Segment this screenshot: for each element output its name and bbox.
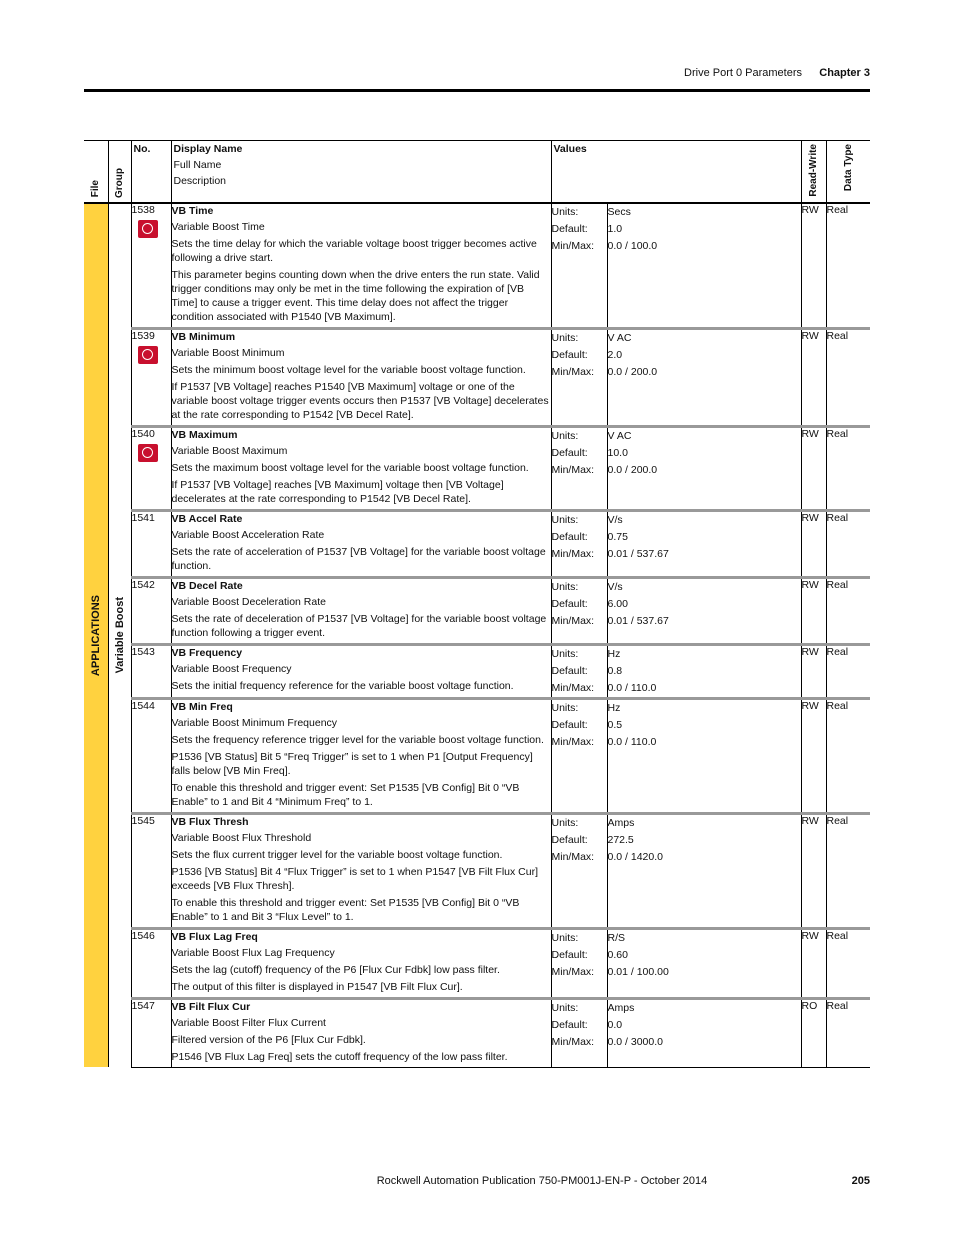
- param-name-cell: [171, 203, 551, 329]
- param-description: P1536 [VB Status] Bit 4 “Flux Trigger” is set to 1 when P1547 [VB Filt Flux Cur] exceeds [VB Flux Thresh].: [171, 865, 538, 892]
- column-header-no: No.: [131, 141, 171, 203]
- default-value: 6.00: [607, 597, 628, 610]
- page-header: [84, 67, 870, 83]
- file-band: [84, 203, 108, 1068]
- parameter-row: [84, 698, 870, 813]
- file-label: APPLICATIONS: [89, 594, 102, 676]
- data-type-cell: [826, 328, 870, 426]
- data-type-cell: [826, 644, 870, 698]
- value-cell: [607, 813, 801, 928]
- default-value: 0.75: [607, 530, 628, 543]
- param-display-name: VB Time: [171, 204, 214, 217]
- param-name-cell: [171, 928, 551, 998]
- param-number-cell: [131, 644, 171, 698]
- minmax-value: 0.0 / 200.0: [607, 365, 658, 378]
- minmax-value: 0.0 / 1420.0: [607, 850, 663, 863]
- column-header-full-name: Full Name: [173, 159, 222, 171]
- page-footer: [84, 1175, 870, 1191]
- value-labels-cell: [551, 577, 607, 644]
- units-value: V AC: [607, 429, 632, 442]
- param-number: 1547: [131, 999, 155, 1012]
- units-label: Units:: [551, 816, 579, 829]
- default-value: 272.5: [607, 833, 634, 846]
- read-write-value: RW: [801, 203, 819, 216]
- data-type-value: Real: [826, 699, 849, 712]
- param-description: Sets the time delay for which the variable voltage boost trigger becomes active following a drive start.: [171, 237, 537, 264]
- param-name-cell: [171, 328, 551, 426]
- units-value: Hz: [607, 647, 621, 660]
- param-display-name: VB Decel Rate: [171, 579, 243, 592]
- value-labels-cell: [551, 328, 607, 426]
- units-value: Amps: [607, 816, 635, 829]
- default-value: 1.0: [607, 222, 623, 235]
- param-number-cell: [131, 928, 171, 998]
- minmax-label: Min/Max:: [551, 735, 595, 748]
- default-label: Default:: [551, 597, 588, 610]
- column-header-description: Description: [173, 175, 227, 187]
- param-full-name: Variable Boost Filter Flux Current: [171, 1016, 326, 1029]
- minmax-value: 0.01 / 537.67: [607, 614, 669, 627]
- table-header-row: [84, 141, 870, 203]
- column-header-read-write: Read-Write: [801, 141, 826, 203]
- param-display-name: VB Min Freq: [171, 700, 233, 713]
- minmax-value: 0.0 / 110.0: [607, 681, 657, 694]
- param-display-name: VB Minimum: [171, 330, 236, 343]
- parameter-row: [84, 510, 870, 577]
- data-type-cell: [826, 698, 870, 813]
- param-number: 1541: [131, 511, 155, 524]
- read-write-cell: [801, 203, 826, 329]
- default-label: Default:: [551, 530, 588, 543]
- param-display-name: VB Accel Rate: [171, 512, 243, 525]
- read-write-value: RW: [801, 645, 819, 658]
- footer-publication: Rockwell Automation Publication 750-PM001J-EN-P - October 2014: [376, 1175, 708, 1187]
- minmax-label: Min/Max:: [551, 1035, 595, 1048]
- minmax-label: Min/Max:: [551, 614, 595, 627]
- parameter-row: [84, 928, 870, 998]
- parameter-row: [84, 577, 870, 644]
- param-description: Filtered version of the P6 [Flux Cur Fdbk].: [171, 1033, 366, 1046]
- data-type-value: Real: [826, 645, 849, 658]
- group-band: [108, 203, 131, 1068]
- parameter-row: [84, 426, 870, 510]
- data-type-cell: [826, 426, 870, 510]
- value-cell: [607, 644, 801, 698]
- param-display-name: VB Maximum: [171, 428, 238, 441]
- param-description: To enable this threshold and trigger event: Set P1535 [VB Config] Bit 0 “VB Enable” to 1 and Bit 4 “Minimum Freq” to 1.: [171, 781, 520, 808]
- param-full-name: Variable Boost Acceleration Rate: [171, 528, 325, 541]
- param-full-name: Variable Boost Flux Threshold: [171, 831, 312, 844]
- parameter-table: [84, 140, 870, 1068]
- param-full-name: Variable Boost Flux Lag Frequency: [171, 946, 335, 959]
- value-labels-cell: [551, 998, 607, 1067]
- value-labels-cell: [551, 510, 607, 577]
- read-write-cell: [801, 510, 826, 577]
- group-label: Variable Boost: [113, 597, 126, 674]
- param-full-name: Variable Boost Minimum Frequency: [171, 716, 338, 729]
- read-write-cell: [801, 998, 826, 1067]
- param-name-cell: [171, 510, 551, 577]
- data-type-cell: [826, 510, 870, 577]
- param-description: Sets the maximum boost voltage level for the variable boost voltage function.: [171, 461, 529, 474]
- value-labels-cell: [551, 698, 607, 813]
- value-cell: [607, 577, 801, 644]
- default-label: Default:: [551, 348, 588, 361]
- param-full-name: Variable Boost Maximum: [171, 444, 288, 457]
- default-label: Default:: [551, 1018, 588, 1031]
- param-display-name: VB Flux Thresh: [171, 815, 249, 828]
- data-type-value: Real: [826, 929, 849, 942]
- value-cell: [607, 998, 801, 1067]
- param-description: This parameter begins counting down when the drive enters the run state. Valid trigger conditions may only be met in the time following the expiration of [VB Time] to cause a trigger event. This time delay does not affect the trigger condition associated with P1540 [VB Maximum].: [171, 268, 540, 323]
- default-label: Default:: [551, 948, 588, 961]
- column-header-values: Values: [551, 141, 801, 203]
- read-write-value: RW: [801, 814, 819, 827]
- data-type-cell: [826, 928, 870, 998]
- units-value: V AC: [607, 331, 632, 344]
- column-header-data-type: Data Type: [826, 141, 870, 203]
- default-label: Default:: [551, 664, 588, 677]
- units-label: Units:: [551, 647, 579, 660]
- param-number-cell: [131, 998, 171, 1067]
- minmax-label: Min/Max:: [551, 463, 595, 476]
- column-header-group: Group: [108, 141, 131, 203]
- param-description: Sets the rate of deceleration of P1537 [VB Voltage] for the variable boost voltage function following a trigger event.: [171, 612, 547, 639]
- data-type-cell: [826, 203, 870, 329]
- data-type-value: Real: [826, 578, 849, 591]
- units-value: V/s: [607, 513, 623, 526]
- read-write-value: RW: [801, 329, 819, 342]
- value-labels-cell: [551, 644, 607, 698]
- minmax-value: 0.0 / 110.0: [607, 735, 657, 748]
- param-name-cell: [171, 698, 551, 813]
- units-label: Units:: [551, 429, 579, 442]
- minmax-value: 0.0 / 3000.0: [607, 1035, 663, 1048]
- units-label: Units:: [551, 513, 579, 526]
- param-number: 1538: [131, 203, 155, 216]
- param-name-cell: [171, 426, 551, 510]
- units-value: V/s: [607, 580, 623, 593]
- param-description: Sets the initial frequency reference for the variable boost voltage function.: [171, 679, 514, 692]
- read-write-cell: [801, 644, 826, 698]
- param-number-cell: [131, 577, 171, 644]
- param-display-name: VB Flux Lag Freq: [171, 930, 258, 943]
- column-header-name: [171, 141, 551, 203]
- param-number: 1546: [131, 929, 155, 942]
- param-number: 1545: [131, 814, 155, 827]
- param-number: 1544: [131, 699, 155, 712]
- value-cell: [607, 328, 801, 426]
- param-description: Sets the minimum boost voltage level for the variable boost voltage function.: [171, 363, 526, 376]
- value-cell: [607, 698, 801, 813]
- param-description: Sets the lag (cutoff) frequency of the P6 [Flux Cur Fdbk] low pass filter.: [171, 963, 500, 976]
- default-label: Default:: [551, 446, 588, 459]
- value-labels-cell: [551, 928, 607, 998]
- default-label: Default:: [551, 222, 588, 235]
- read-write-cell: [801, 328, 826, 426]
- units-value: Secs: [607, 205, 631, 218]
- header-rule: [84, 89, 870, 92]
- column-header-file: File: [84, 141, 108, 203]
- header-chapter: Chapter 3: [819, 67, 870, 79]
- param-number: 1543: [131, 645, 155, 658]
- value-cell: [607, 510, 801, 577]
- read-write-cell: [801, 577, 826, 644]
- default-value: 0.0: [607, 1018, 623, 1031]
- data-type-value: Real: [826, 329, 849, 342]
- param-name-cell: [171, 577, 551, 644]
- column-header-display-name: Display Name: [173, 143, 243, 155]
- param-number: 1542: [131, 578, 155, 591]
- param-full-name: Variable Boost Frequency: [171, 662, 292, 675]
- data-type-value: Real: [826, 427, 849, 440]
- units-value: R/S: [607, 931, 626, 944]
- units-label: Units:: [551, 331, 579, 344]
- minmax-label: Min/Max:: [551, 850, 595, 863]
- units-label: Units:: [551, 1001, 579, 1014]
- param-name-cell: [171, 813, 551, 928]
- param-number-cell: [131, 203, 171, 329]
- param-description: P1546 [VB Flux Lag Freq] sets the cutoff frequency of the low pass filter.: [171, 1050, 508, 1063]
- read-write-value: RW: [801, 699, 819, 712]
- value-labels-cell: [551, 813, 607, 928]
- parameter-row: [84, 813, 870, 928]
- param-description: Sets the flux current trigger level for the variable boost voltage function.: [171, 848, 503, 861]
- param-number-cell: [131, 328, 171, 426]
- minmax-label: Min/Max:: [551, 547, 595, 560]
- param-name-cell: [171, 998, 551, 1067]
- units-label: Units:: [551, 205, 579, 218]
- param-number-cell: [131, 426, 171, 510]
- units-value: Amps: [607, 1001, 635, 1014]
- data-type-cell: [826, 998, 870, 1067]
- value-labels-cell: [551, 426, 607, 510]
- param-description: The output of this filter is displayed in P1547 [VB Filt Flux Cur].: [171, 980, 463, 993]
- param-number-cell: [131, 510, 171, 577]
- units-label: Units:: [551, 701, 579, 714]
- header-section-title: Drive Port 0 Parameters: [684, 67, 802, 79]
- read-write-value: RW: [801, 578, 819, 591]
- default-value: 0.8: [607, 664, 623, 677]
- default-value: 2.0: [607, 348, 623, 361]
- minmax-label: Min/Max:: [551, 965, 595, 978]
- default-value: 10.0: [607, 446, 628, 459]
- data-type-value: Real: [826, 999, 849, 1012]
- param-description: To enable this threshold and trigger event: Set P1535 [VB Config] Bit 0 “VB Enable” to 1 and Bit 3 “Flux Level” to 1.: [171, 896, 520, 923]
- value-cell: [607, 203, 801, 329]
- param-number: 1540: [131, 427, 155, 440]
- param-description: If P1537 [VB Voltage] reaches P1540 [VB Maximum] voltage or one of the variable boost voltage trigger events occurs then P1537 [VB Voltage] decelerates at the rate corresponding to P1542 [VB Decel Rate].: [171, 380, 549, 421]
- data-type-value: Real: [826, 203, 849, 216]
- value-cell: [607, 426, 801, 510]
- param-name-cell: [171, 644, 551, 698]
- parameter-row: [84, 328, 870, 426]
- data-type-cell: [826, 813, 870, 928]
- read-write-cell: [801, 426, 826, 510]
- minmax-label: Min/Max:: [551, 681, 595, 694]
- data-type-cell: [826, 577, 870, 644]
- parameter-row: [84, 998, 870, 1067]
- value-labels-cell: [551, 203, 607, 329]
- param-number: 1539: [131, 329, 155, 342]
- default-value: 0.60: [607, 948, 628, 961]
- read-write-value: RO: [801, 999, 818, 1012]
- page-number: 205: [851, 1175, 870, 1187]
- data-type-value: Real: [826, 814, 849, 827]
- parameter-row: [84, 203, 870, 329]
- param-number-cell: [131, 698, 171, 813]
- param-number-cell: [131, 813, 171, 928]
- minmax-value: 0.01 / 537.67: [607, 547, 669, 560]
- param-display-name: VB Filt Flux Cur: [171, 1000, 251, 1013]
- param-display-name: VB Frequency: [171, 646, 243, 659]
- data-type-value: Real: [826, 511, 849, 524]
- stop-condition-icon: [138, 346, 158, 364]
- minmax-label: Min/Max:: [551, 365, 595, 378]
- param-full-name: Variable Boost Deceleration Rate: [171, 595, 326, 608]
- default-label: Default:: [551, 718, 588, 731]
- param-full-name: Variable Boost Minimum: [171, 346, 285, 359]
- minmax-value: 0.0 / 200.0: [607, 463, 658, 476]
- minmax-value: 0.01 / 100.00: [607, 965, 669, 978]
- param-description: If P1537 [VB Voltage] reaches [VB Maximum] voltage then [VB Voltage] decelerates at the rate corresponding to P1542 [VB Decel Rate].: [171, 478, 504, 505]
- default-label: Default:: [551, 833, 588, 846]
- param-description: P1536 [VB Status] Bit 5 “Freq Trigger” is set to 1 when P1 [Output Frequency] falls below [VB Min Freq].: [171, 750, 533, 777]
- read-write-value: RW: [801, 427, 819, 440]
- stop-condition-icon: [138, 220, 158, 238]
- param-full-name: Variable Boost Time: [171, 220, 265, 233]
- param-description: Sets the frequency reference trigger level for the variable boost voltage function.: [171, 733, 544, 746]
- param-description: Sets the rate of acceleration of P1537 [VB Voltage] for the variable boost voltage function.: [171, 545, 546, 572]
- stop-condition-icon: [138, 444, 158, 462]
- default-value: 0.5: [607, 718, 623, 731]
- units-label: Units:: [551, 580, 579, 593]
- parameter-row: [84, 644, 870, 698]
- read-write-value: RW: [801, 929, 819, 942]
- read-write-value: RW: [801, 511, 819, 524]
- read-write-cell: [801, 928, 826, 998]
- minmax-value: 0.0 / 100.0: [607, 239, 658, 252]
- read-write-cell: [801, 698, 826, 813]
- units-label: Units:: [551, 931, 579, 944]
- value-cell: [607, 928, 801, 998]
- read-write-cell: [801, 813, 826, 928]
- minmax-label: Min/Max:: [551, 239, 595, 252]
- units-value: Hz: [607, 701, 621, 714]
